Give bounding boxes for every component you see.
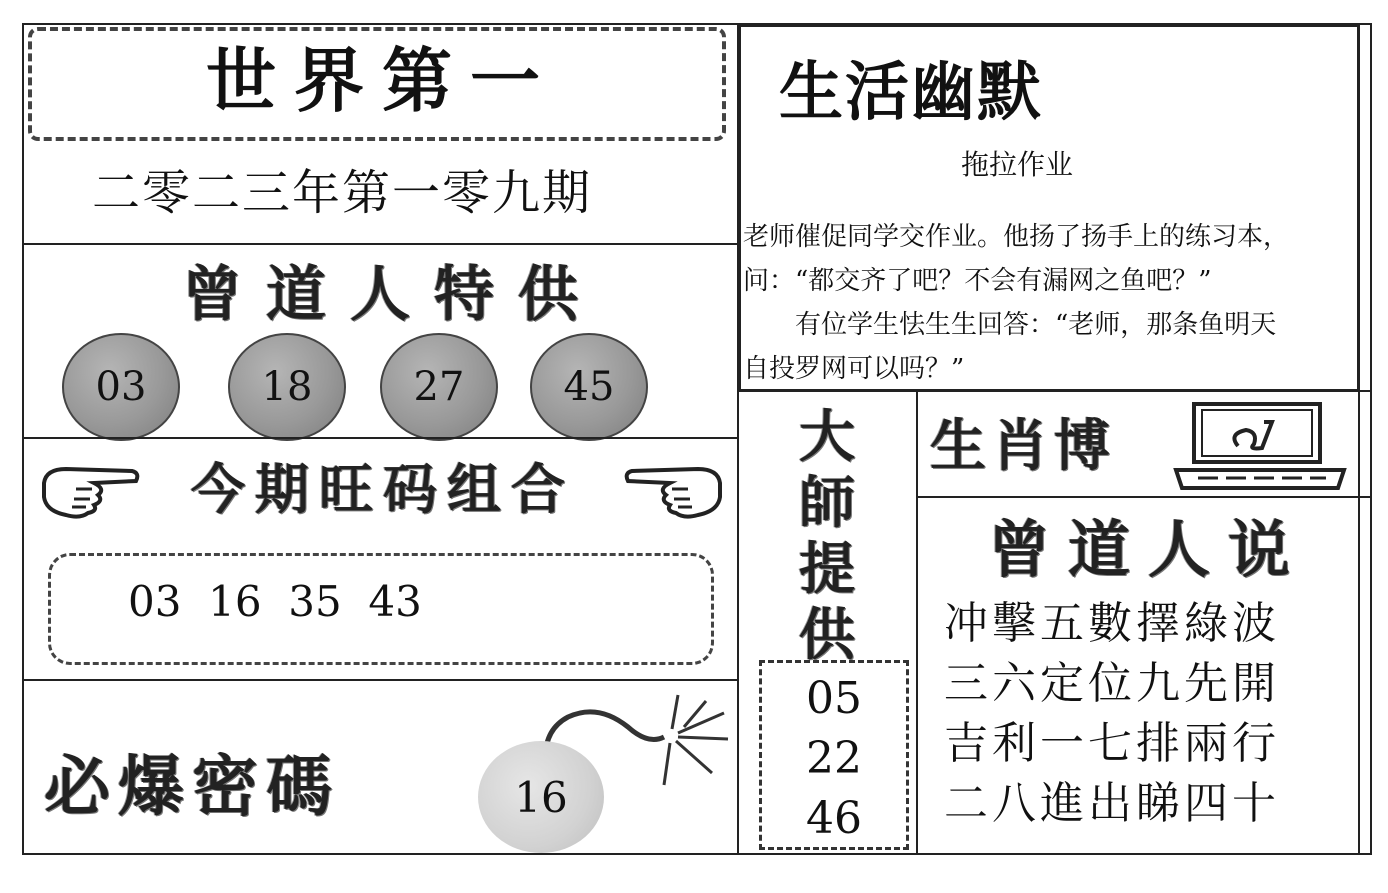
humor-frame (739, 25, 1359, 391)
saying-heading: 曾道人说 (987, 513, 1308, 586)
number-ball: 45 (530, 333, 648, 441)
master-title-char: 大 (799, 404, 855, 470)
combo-numbers: 03 16 35 43 (128, 577, 422, 626)
master-number: 05 (806, 673, 862, 724)
verse-line: 吉利一七排兩行 (944, 718, 1280, 769)
combo-heading: 今期旺码组合 (191, 457, 575, 521)
banner-title: 世界第一 (206, 40, 558, 122)
saying-verses (944, 594, 1344, 844)
story-line: 老师催促同学交作业。他扬了扬手上的练习本， (743, 222, 1290, 252)
verse-line: 二八進出睇四十 (944, 778, 1280, 829)
number-ball: 27 (380, 333, 498, 441)
verse-line: 冲擊五數擇綠波 (944, 598, 1280, 649)
master-column (739, 392, 915, 855)
master-number-box (759, 660, 909, 850)
issue-title: 二零二三年第一零九期 (92, 165, 593, 221)
divider (22, 243, 738, 245)
divider (22, 679, 738, 681)
master-number: 46 (806, 793, 862, 844)
humor-heading: 生活幽默 (779, 56, 1043, 130)
number-ball: 18 (228, 333, 346, 441)
story-line: 自投罗网可以吗？” (743, 354, 965, 384)
pointing-hand-right-icon (618, 449, 728, 525)
master-title-char: 提 (799, 536, 855, 602)
zodiac-label: 生肖博 (930, 413, 1116, 479)
saying-panel (918, 498, 1358, 855)
bomb-icon (478, 741, 604, 853)
divider (22, 437, 738, 439)
verse-line: 三六定位九先開 (944, 658, 1280, 709)
pointing-hand-left-icon (36, 449, 146, 525)
supply-heading: 曾道人特供 (182, 260, 602, 330)
master-number: 22 (806, 733, 862, 784)
zodiac-panel (918, 392, 1358, 496)
master-title-char: 供 (799, 602, 855, 668)
left-column (22, 23, 738, 855)
master-vertical-title (779, 404, 875, 668)
number-ball: 03 (62, 333, 180, 441)
master-title-char: 師 (799, 470, 855, 536)
bomb-heading: 必爆密碼 (44, 747, 340, 825)
bomb-number: 16 (514, 772, 568, 822)
story-title: 拖拉作业 (961, 148, 1074, 181)
laptop-icon (1168, 400, 1352, 492)
story-line: 有位学生怯生生回答：“老师，那条鱼明天 (743, 310, 1277, 340)
story-line: 问：“都交齐了吧？不会有漏网之鱼吧？” (743, 266, 1212, 296)
divider (1358, 23, 1360, 855)
